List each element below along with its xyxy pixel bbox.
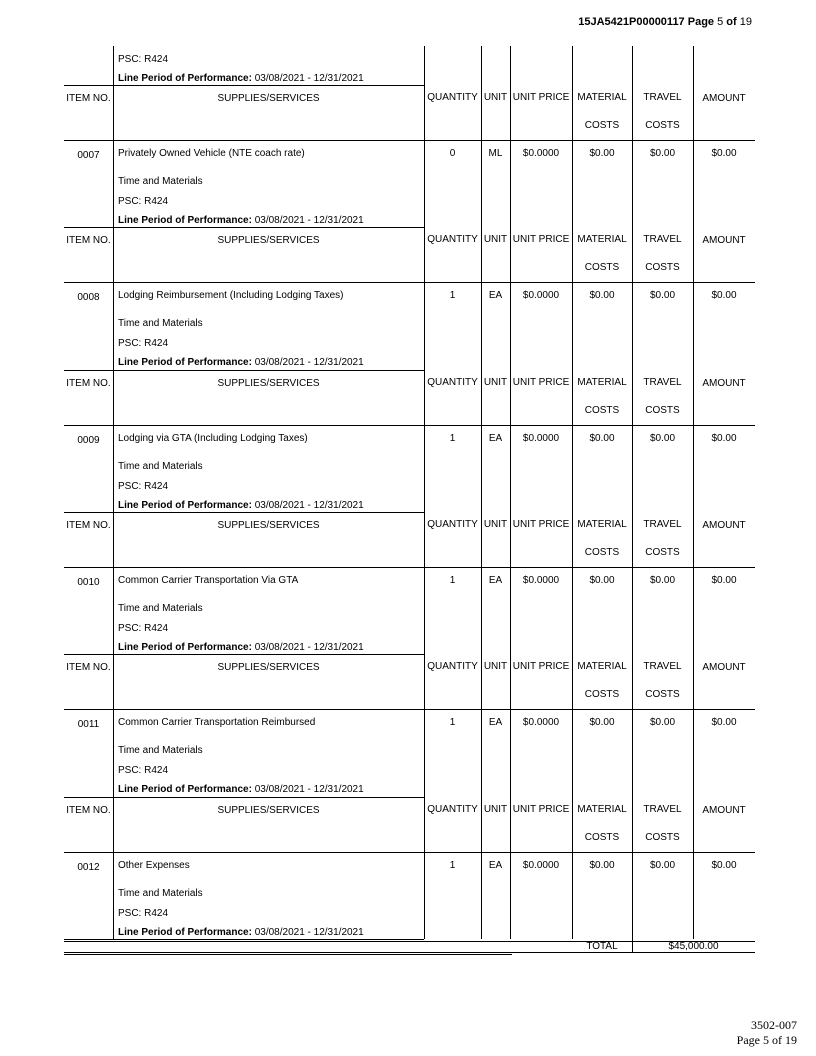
column-header-unit-price: UNIT PRICE xyxy=(512,92,570,103)
table-vertical-rule xyxy=(510,46,511,85)
column-header-material-costs: COSTS xyxy=(584,405,620,416)
page-header xyxy=(578,16,752,28)
item-travel-costs: $0.00 xyxy=(649,148,676,159)
column-header-material: MATERIAL xyxy=(577,804,627,815)
item-unit-price: $0.0000 xyxy=(522,433,560,444)
item-number: 0008 xyxy=(77,292,100,303)
table-vertical-rule xyxy=(113,227,114,370)
table-vertical-rule xyxy=(113,797,114,939)
column-header-unit: UNIT xyxy=(483,92,508,103)
item-number: 0007 xyxy=(77,150,100,161)
lpp-label: Line Period of Performance: xyxy=(118,642,252,653)
column-header-amount: AMOUNT xyxy=(702,93,746,104)
item-material-costs: $0.00 xyxy=(589,717,615,728)
table-vertical-rule xyxy=(113,512,114,654)
page-current: 5 xyxy=(717,16,724,28)
table-vertical-rule xyxy=(481,46,482,85)
table-horizontal-rule xyxy=(64,85,424,86)
column-header-unit: UNIT xyxy=(483,519,508,530)
table-vertical-rule xyxy=(693,46,694,85)
item-amount: $0.00 xyxy=(711,860,737,871)
column-header-item-no: ITEM NO. xyxy=(66,662,111,673)
item-unit-price: $0.0000 xyxy=(522,860,560,871)
item-unit: EA xyxy=(488,290,503,301)
header-bottom-rule xyxy=(64,140,755,141)
item-line-period xyxy=(118,784,364,795)
item-unit-price: $0.0000 xyxy=(522,717,560,728)
item-travel-costs: $0.00 xyxy=(649,433,676,444)
page-total: 19 xyxy=(739,16,752,28)
total-value: $45,000.00 xyxy=(668,941,719,952)
item-contract-type: Time and Materials xyxy=(118,603,203,614)
column-header-supplies: SUPPLIES/SERVICES xyxy=(217,805,320,816)
column-header-travel: TRAVEL xyxy=(643,804,682,815)
item-amount: $0.00 xyxy=(711,290,737,301)
column-header-amount: AMOUNT xyxy=(702,235,746,246)
column-header-amount: AMOUNT xyxy=(702,378,746,389)
item-description: Common Carrier Transportation Via GTA xyxy=(118,575,299,586)
column-header-quantity: QUANTITY xyxy=(427,804,478,815)
item-number: 0010 xyxy=(77,577,100,588)
column-header-travel: TRAVEL xyxy=(643,519,682,530)
item-quantity: 1 xyxy=(449,860,456,871)
column-header-quantity: QUANTITY xyxy=(427,234,478,245)
of-word: of xyxy=(726,16,737,28)
header-bottom-rule xyxy=(64,425,755,426)
lpp-value: 03/08/2021 - 12/31/2021 xyxy=(251,642,364,653)
column-header-material-costs: COSTS xyxy=(584,689,620,700)
column-header-travel: TRAVEL xyxy=(643,92,682,103)
lpp-label: Line Period of Performance: xyxy=(118,215,252,226)
header-bottom-rule xyxy=(64,282,755,283)
table-end-rule xyxy=(64,939,424,940)
item-unit-price: $0.0000 xyxy=(522,290,560,301)
column-header-item-no: ITEM NO. xyxy=(66,805,111,816)
column-header-quantity: QUANTITY xyxy=(427,519,478,530)
document-number: 15JA5421P00000117 xyxy=(578,16,685,28)
column-header-quantity: QUANTITY xyxy=(427,661,478,672)
item-line-period xyxy=(118,642,364,653)
column-header-unit-price: UNIT PRICE xyxy=(512,661,570,672)
column-header-material: MATERIAL xyxy=(577,234,627,245)
column-header-amount: AMOUNT xyxy=(702,520,746,531)
column-header-supplies: SUPPLIES/SERVICES xyxy=(217,378,320,389)
item-description: Other Expenses xyxy=(118,860,190,871)
item-contract-type: Time and Materials xyxy=(118,176,203,187)
table-vertical-rule xyxy=(113,85,114,227)
header-bottom-rule xyxy=(64,567,755,568)
column-header-amount: AMOUNT xyxy=(702,805,746,816)
column-header-unit: UNIT xyxy=(483,804,508,815)
item-quantity: 1 xyxy=(449,290,456,301)
item-psc: PSC: R424 xyxy=(118,623,169,634)
item-line-period xyxy=(118,500,364,511)
item-material-costs: $0.00 xyxy=(589,575,615,586)
item-material-costs: $0.00 xyxy=(589,433,615,444)
item-quantity: 1 xyxy=(449,433,456,444)
column-header-quantity: QUANTITY xyxy=(427,92,478,103)
item-bottom-rule xyxy=(64,227,424,228)
item-travel-costs: $0.00 xyxy=(649,290,676,301)
item-unit: EA xyxy=(488,717,503,728)
item-description: Privately Owned Vehicle (NTE coach rate) xyxy=(118,148,305,159)
column-header-travel: TRAVEL xyxy=(643,377,682,388)
lpp-label: Line Period of Performance: xyxy=(118,500,252,511)
item-unit: EA xyxy=(488,575,503,586)
item-line-period xyxy=(118,927,364,938)
item-amount: $0.00 xyxy=(711,575,737,586)
total-double-rule xyxy=(64,954,512,955)
item-travel-costs: $0.00 xyxy=(649,860,676,871)
column-header-material-costs: COSTS xyxy=(584,832,620,843)
column-header-unit-price: UNIT PRICE xyxy=(512,519,570,530)
lpp-value: 03/08/2021 - 12/31/2021 xyxy=(251,357,364,368)
lpp-label: Line Period of Performance: xyxy=(118,73,252,84)
total-label: TOTAL xyxy=(586,941,618,952)
column-header-item-no: ITEM NO. xyxy=(66,520,111,531)
item-amount: $0.00 xyxy=(711,717,737,728)
lpp-label: Line Period of Performance: xyxy=(118,927,252,938)
item-psc: PSC: R424 xyxy=(118,765,169,776)
item-quantity: 1 xyxy=(449,717,456,728)
item-amount: $0.00 xyxy=(711,148,737,159)
lpp-label: Line Period of Performance: xyxy=(118,357,252,368)
table-vertical-rule xyxy=(424,46,425,85)
column-header-travel: TRAVEL xyxy=(643,234,682,245)
table-vertical-rule xyxy=(113,654,114,797)
lpp-value: 03/08/2021 - 12/31/2021 xyxy=(251,784,364,795)
item-psc: PSC: R424 xyxy=(118,908,169,919)
form-number: 3502-007 xyxy=(751,1018,797,1032)
item-bottom-rule xyxy=(64,797,424,798)
item-description: Common Carrier Transportation Reimbursed xyxy=(118,717,316,728)
page-word: Page xyxy=(687,16,715,28)
item-travel-costs: $0.00 xyxy=(649,575,676,586)
item-travel-costs: $0.00 xyxy=(649,717,676,728)
column-header-supplies: SUPPLIES/SERVICES xyxy=(217,235,320,246)
item-material-costs: $0.00 xyxy=(589,860,615,871)
total-bottom-rule xyxy=(64,952,755,953)
item-number: 0012 xyxy=(77,862,100,873)
item-line-period xyxy=(118,357,364,368)
item-description: Lodging via GTA (Including Lodging Taxes) xyxy=(118,433,308,444)
item-material-costs: $0.00 xyxy=(589,148,615,159)
column-header-travel-costs: COSTS xyxy=(645,120,680,131)
column-header-item-no: ITEM NO. xyxy=(66,235,111,246)
item-bottom-rule xyxy=(64,654,424,655)
item-quantity: 0 xyxy=(449,148,456,159)
table-vertical-rule xyxy=(113,46,114,85)
item-psc: PSC: R424 xyxy=(118,481,169,492)
column-header-travel-costs: COSTS xyxy=(645,689,680,700)
item-amount: $0.00 xyxy=(711,433,737,444)
column-header-amount: AMOUNT xyxy=(702,662,746,673)
lpp-value: 03/08/2021 - 12/31/2021 xyxy=(251,500,364,511)
continuation-psc: PSC: R424 xyxy=(118,54,169,65)
item-bottom-rule xyxy=(64,512,424,513)
total-divider xyxy=(632,939,633,952)
header-bottom-rule xyxy=(64,709,755,710)
item-unit: EA xyxy=(488,433,503,444)
continuation-lpp xyxy=(118,73,364,84)
column-header-material: MATERIAL xyxy=(577,519,627,530)
lpp-value: 03/08/2021 - 12/31/2021 xyxy=(251,73,364,84)
page-footer xyxy=(737,1018,797,1048)
column-header-material-costs: COSTS xyxy=(584,547,620,558)
item-contract-type: Time and Materials xyxy=(118,461,203,472)
footer-page-label: Page 5 of 19 xyxy=(736,1033,797,1047)
column-header-material: MATERIAL xyxy=(577,661,627,672)
column-header-travel-costs: COSTS xyxy=(645,832,680,843)
column-header-material-costs: COSTS xyxy=(584,120,620,131)
item-bottom-rule xyxy=(64,370,424,371)
table-vertical-rule xyxy=(572,46,573,85)
lpp-value: 03/08/2021 - 12/31/2021 xyxy=(251,215,364,226)
lpp-label: Line Period of Performance: xyxy=(118,784,252,795)
item-psc: PSC: R424 xyxy=(118,196,169,207)
column-header-supplies: SUPPLIES/SERVICES xyxy=(217,662,320,673)
item-unit-price: $0.0000 xyxy=(522,575,560,586)
column-header-item-no: ITEM NO. xyxy=(66,378,111,389)
column-header-unit: UNIT xyxy=(483,661,508,672)
item-psc: PSC: R424 xyxy=(118,338,169,349)
column-header-travel-costs: COSTS xyxy=(645,405,680,416)
item-number: 0011 xyxy=(77,719,100,730)
column-header-quantity: QUANTITY xyxy=(427,377,478,388)
column-header-travel-costs: COSTS xyxy=(645,262,680,273)
item-unit: ML xyxy=(488,148,503,159)
table-vertical-rule xyxy=(113,370,114,512)
item-description: Lodging Reimbursement (Including Lodging Taxes) xyxy=(118,290,344,301)
column-header-supplies: SUPPLIES/SERVICES xyxy=(217,520,320,531)
column-header-travel-costs: COSTS xyxy=(645,547,680,558)
item-material-costs: $0.00 xyxy=(589,290,615,301)
table-vertical-rule xyxy=(632,46,633,85)
column-header-travel: TRAVEL xyxy=(643,661,682,672)
column-header-material-costs: COSTS xyxy=(584,262,620,273)
item-line-period xyxy=(118,215,364,226)
item-unit-price: $0.0000 xyxy=(522,148,560,159)
item-unit: EA xyxy=(488,860,503,871)
item-contract-type: Time and Materials xyxy=(118,745,203,756)
column-header-unit-price: UNIT PRICE xyxy=(512,377,570,388)
column-header-unit-price: UNIT PRICE xyxy=(512,234,570,245)
item-number: 0009 xyxy=(77,435,100,446)
column-header-material: MATERIAL xyxy=(577,377,627,388)
item-contract-type: Time and Materials xyxy=(118,888,203,899)
column-header-material: MATERIAL xyxy=(577,92,627,103)
column-header-unit-price: UNIT PRICE xyxy=(512,804,570,815)
column-header-supplies: SUPPLIES/SERVICES xyxy=(217,93,320,104)
item-quantity: 1 xyxy=(449,575,456,586)
item-contract-type: Time and Materials xyxy=(118,318,203,329)
header-bottom-rule xyxy=(64,852,755,853)
column-header-unit: UNIT xyxy=(483,377,508,388)
column-header-item-no: ITEM NO. xyxy=(66,93,111,104)
lpp-value: 03/08/2021 - 12/31/2021 xyxy=(251,927,364,938)
column-header-unit: UNIT xyxy=(483,234,508,245)
